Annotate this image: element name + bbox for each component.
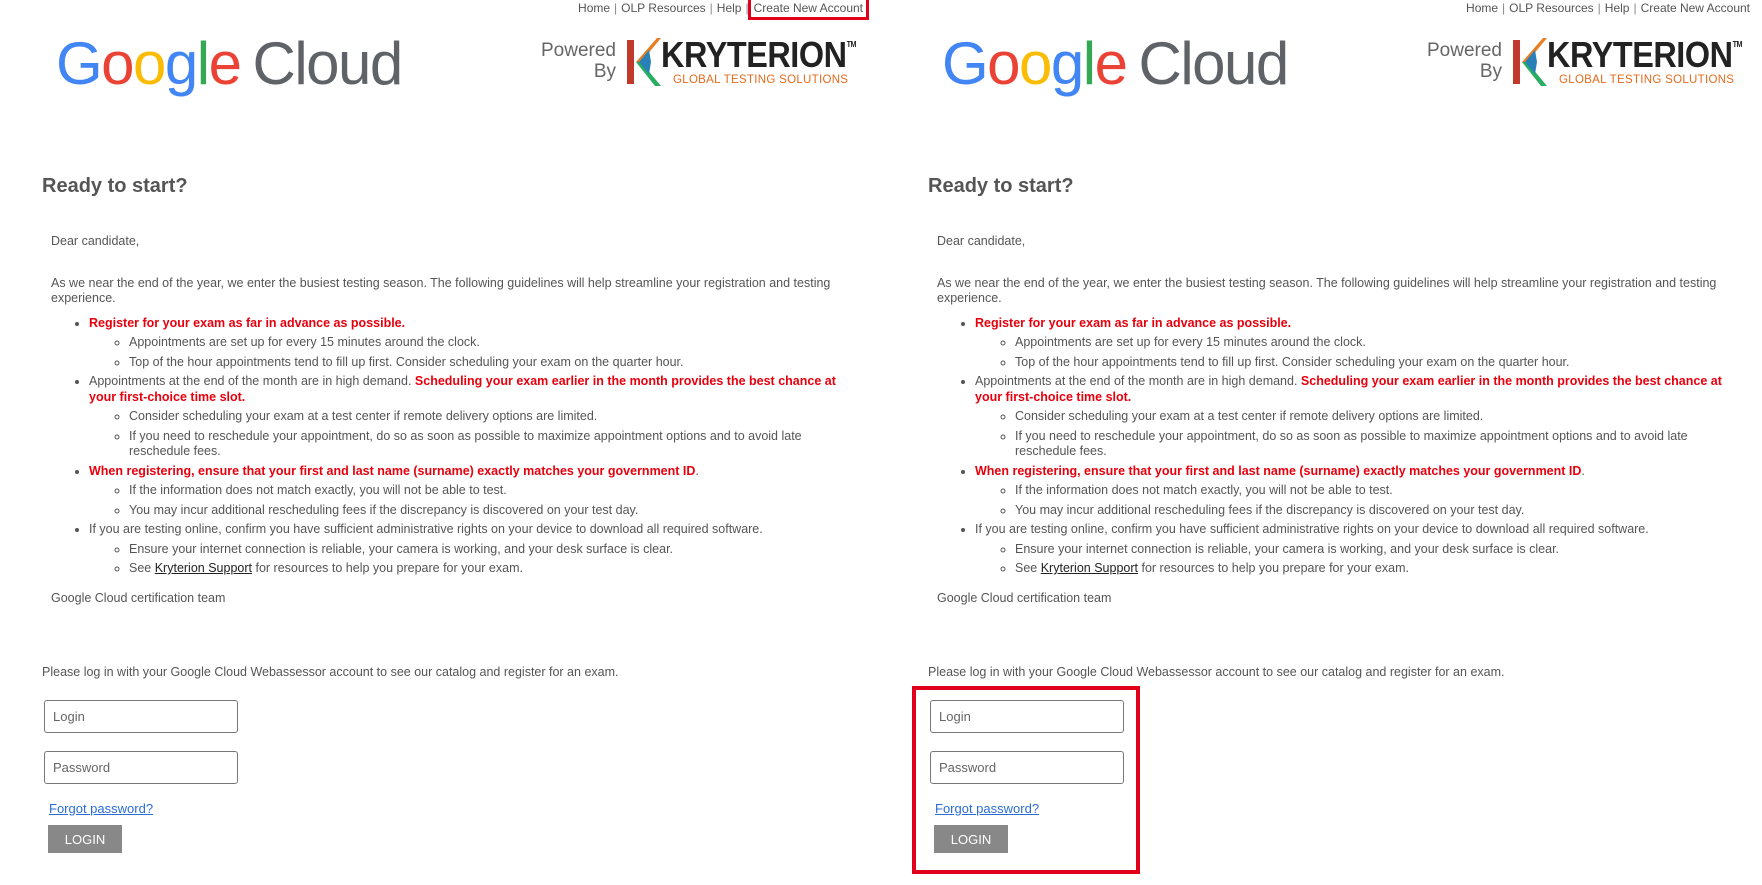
nav-separator: | [1633, 1, 1637, 15]
list-item: ◦ Top of the hour appointments tend to fill up first. Consider scheduling your exam on the quarter hour. [129, 355, 866, 371]
list-item [975, 464, 1752, 519]
guideline-register-early: Register for your exam as far in advance as possible. [89, 315, 406, 330]
sub-list [89, 483, 866, 518]
announcement-content [51, 234, 866, 606]
logo-letter: g [1050, 30, 1083, 97]
trademark-mark: TM [846, 40, 857, 49]
guidelines-list [51, 316, 866, 577]
sub-list [975, 335, 1752, 370]
kryterion-tagline: GLOBAL TESTING SOLUTIONS [673, 74, 849, 86]
kryterion-mark-icon [627, 36, 661, 88]
logo-letter: o [101, 30, 134, 97]
powered-by-label [538, 40, 616, 82]
nav-olp-resources-link[interactable]: OLP Resources [1509, 1, 1594, 15]
google-cloud-logo [56, 29, 402, 98]
logo-letter: e [208, 30, 241, 97]
kryterion-logo [627, 34, 857, 88]
list-item [975, 522, 1752, 577]
kryterion-tagline: GLOBAL TESTING SOLUTIONS [1559, 74, 1735, 86]
powered-by-label [1424, 40, 1502, 82]
forgot-password-link[interactable]: Forgot password? [935, 801, 1040, 816]
support-prefix: See [1015, 561, 1041, 575]
top-nav [1466, 1, 1750, 15]
support-prefix: See [129, 561, 155, 575]
nav-separator: | [614, 1, 618, 15]
signature: Google Cloud certification team [51, 590, 226, 605]
nav-create-account-link[interactable]: Create New Account [1640, 1, 1750, 15]
guideline-online-testing: If you are testing online, confirm you have sufficient administrative rights on your device to download all required software. [89, 522, 763, 536]
list-item: ◦ If you need to reschedule your appointment, do so as soon as possible to maximize appointment options and to avoid late reschedule fees. [129, 429, 866, 460]
nav-separator: | [1597, 1, 1601, 15]
sub-list [975, 483, 1752, 518]
top-nav [578, 1, 864, 15]
guideline-schedule-earlier: Scheduling your exam earlier in the month provides the best chance at your first-choice time slot. [89, 374, 836, 404]
list-item [89, 464, 866, 519]
list-item: ◦ Ensure your internet connection is reliable, your camera is working, and your desk surface is clear. [1015, 542, 1752, 558]
logo-cloud-word: Cloud [252, 30, 402, 97]
logo-letter: G [942, 30, 988, 97]
sub-list [89, 335, 866, 370]
nav-separator: | [1502, 1, 1506, 15]
screenshot-panel-left [0, 0, 874, 885]
page-title: Ready to start? [42, 175, 188, 197]
powered-by-line1: Powered [541, 40, 616, 61]
forgot-password-link[interactable]: Forgot password? [49, 801, 154, 816]
list-item [89, 374, 866, 460]
list-item: ◦ You may incur additional rescheduling fees if the discrepancy is discovered on your test day. [129, 503, 866, 519]
kryterion-support-link[interactable]: Kryterion Support [1040, 561, 1138, 575]
list-item: ◦ If the information does not match exactly, you will not be able to test. [1015, 483, 1752, 499]
powered-by-line2: By [593, 61, 616, 82]
signature: Google Cloud certification team [937, 590, 1112, 605]
greeting: Dear candidate, [51, 234, 140, 248]
guideline-name-match: When registering, ensure that your first and last name (surname) exactly matches your government ID [89, 463, 696, 478]
intro-paragraph: As we near the end of the year, we enter the busiest testing season. The following guidelines will help streamline your registration and testing experience. [937, 275, 1717, 305]
list-item [89, 522, 866, 577]
list-item: ◦ Consider scheduling your exam at a test center if remote delivery options are limited. [129, 409, 866, 425]
list-item [1015, 561, 1752, 577]
kryterion-mark-icon [1513, 36, 1547, 88]
logo-letter: o [133, 30, 165, 97]
list-item: ◦ Appointments are set up for every 15 minutes around the clock. [1015, 335, 1752, 351]
screenshot-panel-right [886, 0, 1760, 885]
password-input[interactable] [930, 751, 1124, 784]
guidelines-list [937, 316, 1752, 577]
list-item: ◦ Ensure your internet connection is reliable, your camera is working, and your desk surface is clear. [129, 542, 866, 558]
login-form [30, 690, 250, 870]
sub-list [89, 542, 866, 577]
google-cloud-logo [942, 29, 1288, 98]
login-input[interactable] [44, 700, 238, 733]
list-item: ◦ If you need to reschedule your appointment, do so as soon as possible to maximize appointment options and to avoid late reschedule fees. [1015, 429, 1752, 460]
list-item [89, 316, 866, 371]
support-suffix: for resources to help you prepare for your exam. [252, 561, 523, 575]
login-button[interactable]: LOGIN [934, 825, 1008, 853]
powered-by-line2: By [1479, 61, 1502, 82]
guideline-period: . [695, 463, 699, 478]
list-item: ◦ Consider scheduling your exam at a test center if remote delivery options are limited. [1015, 409, 1752, 425]
sub-list [89, 409, 866, 460]
guideline-schedule-earlier: Scheduling your exam earlier in the month provides the best chance at your first-choice time slot. [975, 374, 1722, 404]
list-item: ◦ If the information does not match exactly, you will not be able to test. [129, 483, 866, 499]
intro-paragraph: As we near the end of the year, we enter the busiest testing season. The following guidelines will help streamline your registration and testing experience. [51, 275, 831, 305]
greeting: Dear candidate, [937, 234, 1026, 248]
login-button[interactable]: LOGIN [48, 825, 122, 853]
nav-help-link[interactable]: Help [716, 1, 742, 15]
nav-create-account-link[interactable]: Create New Account [753, 1, 863, 15]
announcement-content [937, 234, 1752, 606]
kryterion-logo [1513, 34, 1743, 88]
page-title: Ready to start? [928, 175, 1074, 197]
logo-cloud-word: Cloud [1138, 30, 1288, 97]
nav-olp-resources-link[interactable]: OLP Resources [621, 1, 706, 15]
list-item [975, 316, 1752, 371]
nav-help-link[interactable]: Help [1604, 1, 1630, 15]
nav-separator: | [709, 1, 713, 15]
guideline-end-of-month: Appointments at the end of the month are in high demand. [975, 374, 1298, 388]
nav-home-link[interactable]: Home [578, 1, 611, 15]
guideline-end-of-month: Appointments at the end of the month are in high demand. [89, 374, 412, 388]
guideline-name-match: When registering, ensure that your first and last name (surname) exactly matches your government ID [975, 463, 1582, 478]
nav-home-link[interactable]: Home [1466, 1, 1499, 15]
kryterion-name: KRYTERION [661, 34, 847, 75]
support-suffix: for resources to help you prepare for your exam. [1138, 561, 1409, 575]
trademark-mark: TM [1732, 40, 1743, 49]
guideline-period: . [1581, 463, 1585, 478]
logo-letter: l [196, 30, 209, 97]
sub-list [975, 542, 1752, 577]
list-item: ◦ Appointments are set up for every 15 minutes around the clock. [129, 335, 866, 351]
kryterion-name: KRYTERION [1547, 34, 1733, 75]
login-form [916, 690, 1136, 870]
logo-letter: o [1019, 30, 1051, 97]
password-input[interactable] [44, 751, 238, 784]
list-item: ◦ You may incur additional rescheduling fees if the discrepancy is discovered on your test day. [1015, 503, 1752, 519]
nav-separator: | [745, 1, 749, 15]
sub-list [975, 409, 1752, 460]
list-item [975, 374, 1752, 460]
kryterion-wordmark [661, 34, 856, 76]
powered-by-line1: Powered [1427, 40, 1502, 61]
guideline-register-early: Register for your exam as far in advance as possible. [975, 315, 1292, 330]
list-item: ◦ Top of the hour appointments tend to fill up first. Consider scheduling your exam on the quarter hour. [1015, 355, 1752, 371]
login-instructions: Please log in with your Google Cloud Webassessor account to see our catalog and register for an exam. [42, 665, 619, 679]
logo-letter: o [987, 30, 1020, 97]
list-item [129, 561, 866, 577]
guideline-online-testing: If you are testing online, confirm you have sufficient administrative rights on your device to download all required software. [975, 522, 1649, 536]
logo-letter: e [1094, 30, 1127, 97]
login-instructions: Please log in with your Google Cloud Webassessor account to see our catalog and register for an exam. [928, 665, 1505, 679]
kryterion-support-link[interactable]: Kryterion Support [154, 561, 252, 575]
logo-letter: l [1082, 30, 1095, 97]
logo-letter: g [164, 30, 197, 97]
kryterion-wordmark [1547, 34, 1742, 76]
login-input[interactable] [930, 700, 1124, 733]
logo-letter: G [56, 30, 102, 97]
